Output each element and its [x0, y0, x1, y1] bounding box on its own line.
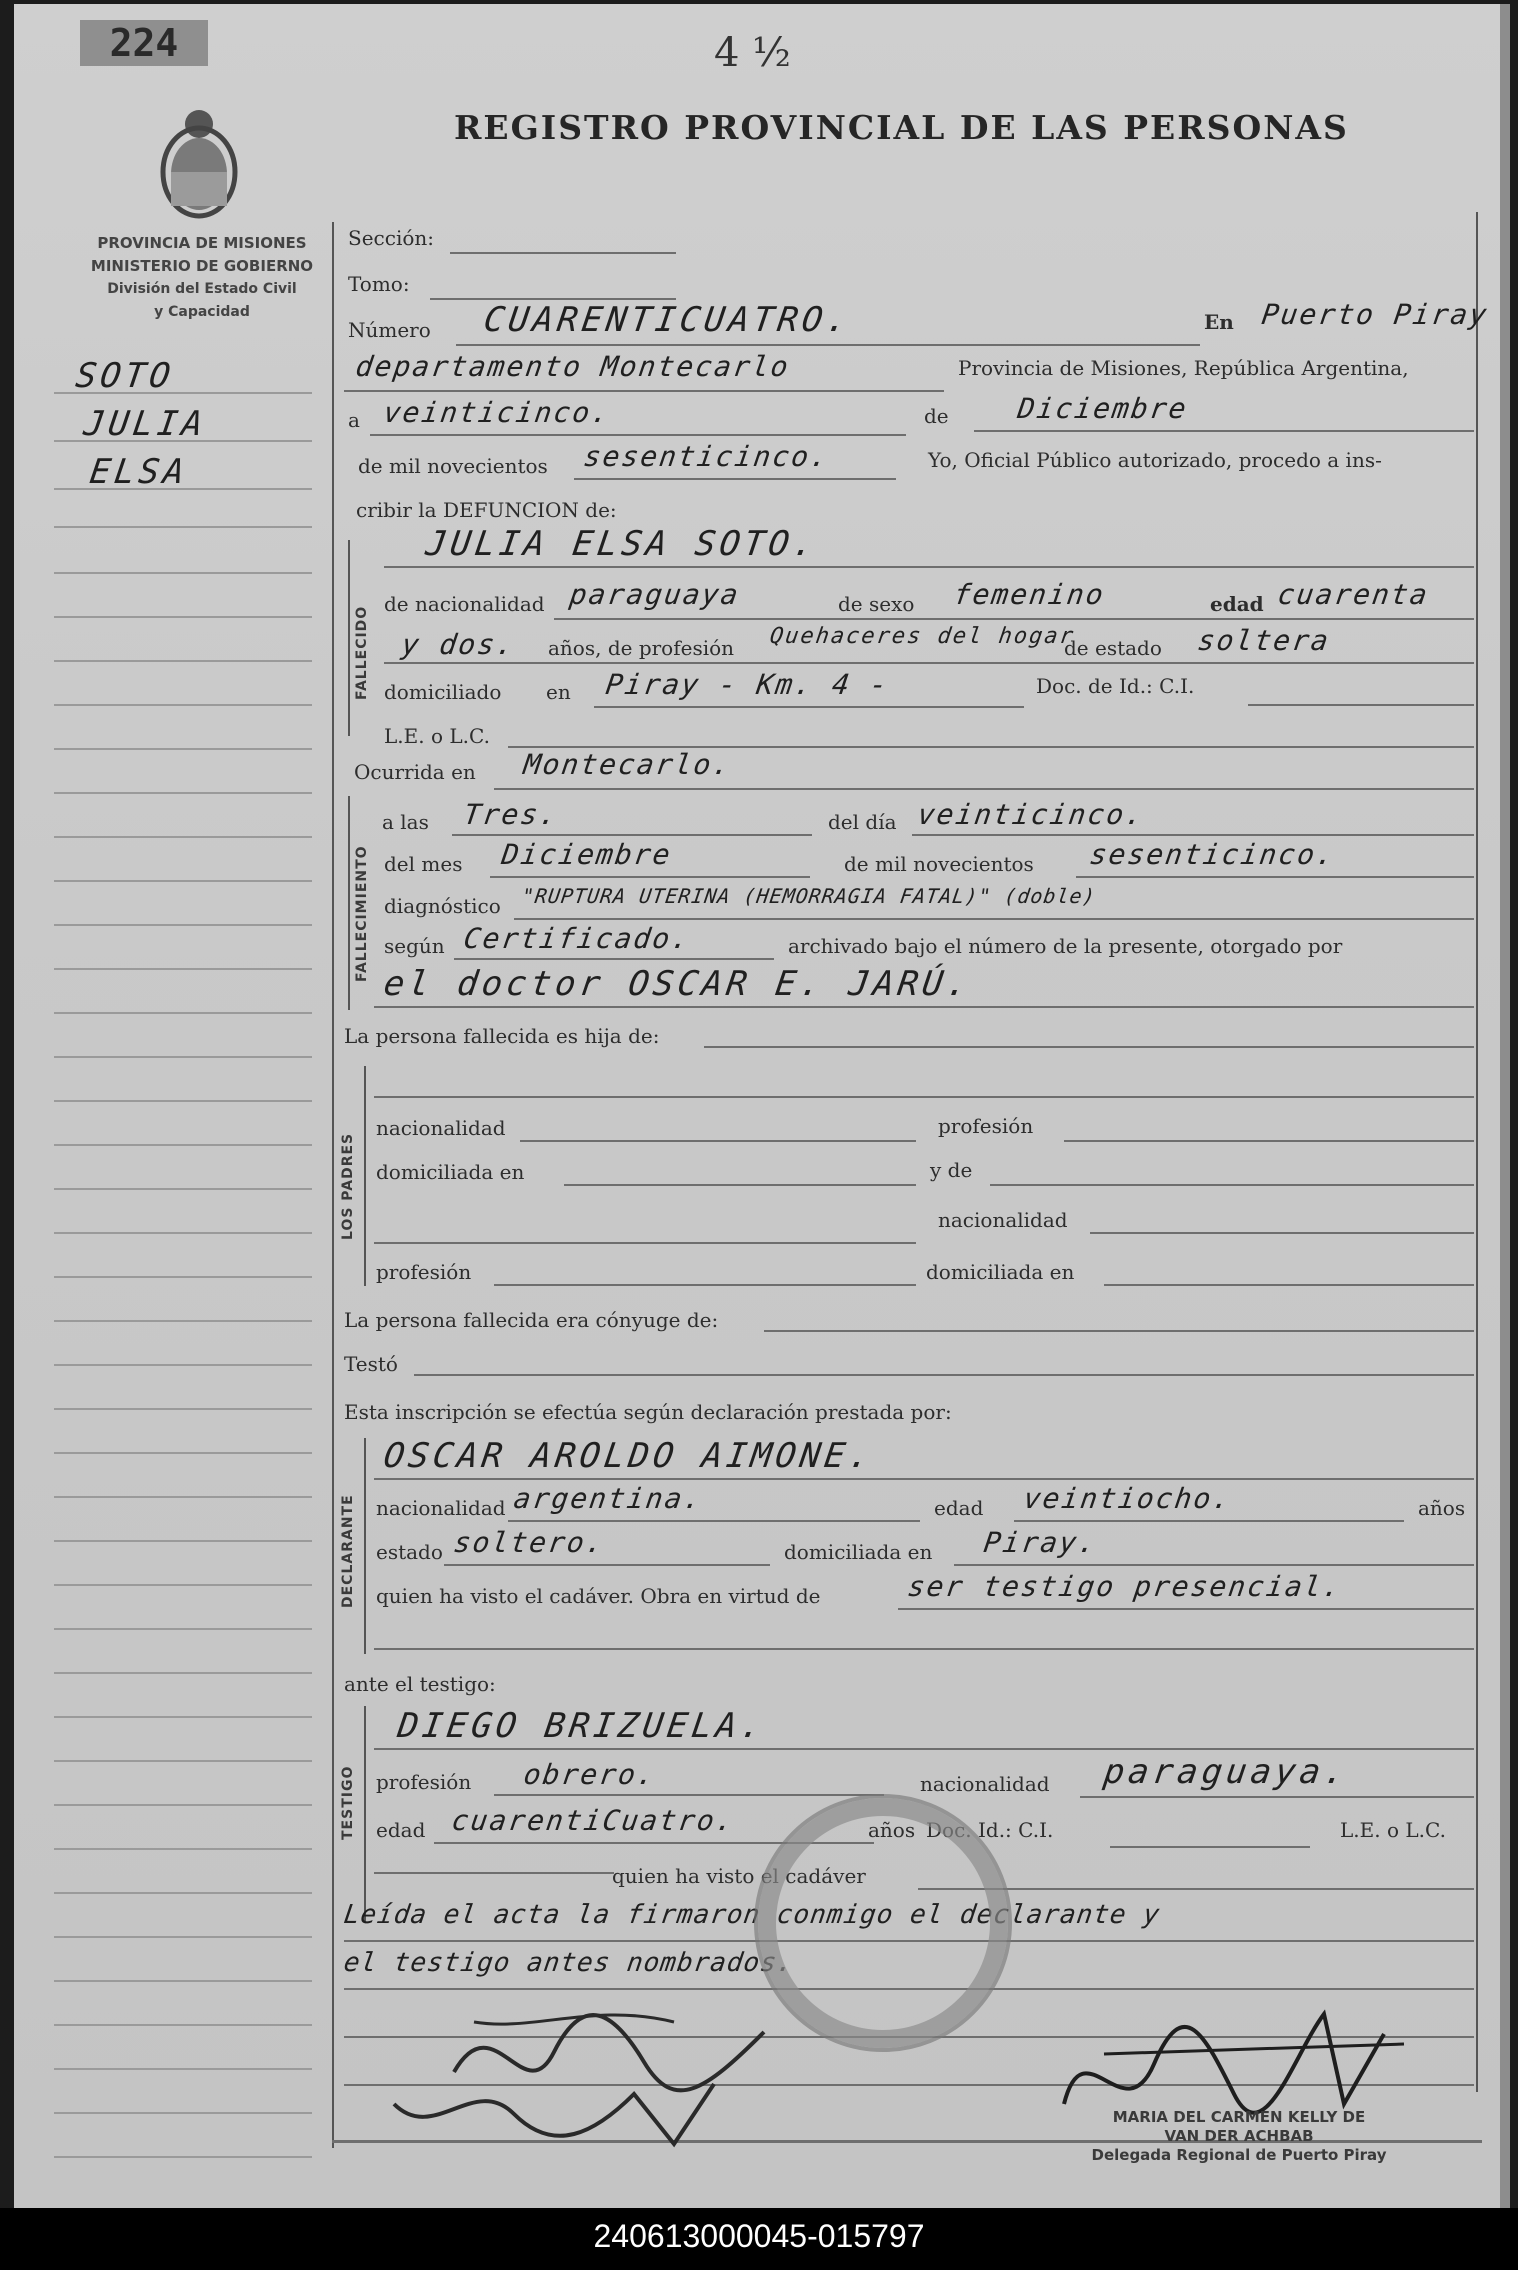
office-line: PROVINCIA DE MISIONES	[97, 234, 307, 252]
office-line: División del Estado Civil	[107, 281, 297, 297]
a-label: a	[348, 408, 360, 432]
del-mes-label: del mes	[384, 852, 463, 876]
page-title: REGISTRO PROVINCIAL DE LAS PERSONAS	[454, 108, 1349, 147]
ante-testigo-label: ante el testigo:	[344, 1672, 496, 1696]
en-label: En	[1204, 310, 1234, 334]
decl-domicilio-value: Piray.	[981, 1526, 1100, 1559]
nombre-value: JULIA ELSA SOTO.	[423, 524, 821, 564]
edad2-value: y dos.	[399, 628, 518, 661]
doc-id-label: Doc. de Id.: C.I.	[1036, 674, 1195, 698]
padre-domiciliada-label: domiciliada en	[376, 1160, 525, 1184]
domiciliado-label: domiciliado	[384, 680, 502, 704]
inscribir-label: cribir la DEFUNCION de:	[356, 498, 617, 522]
domicilio-value: Piray - Km. 4 -	[603, 668, 892, 701]
decl-estado-label: estado	[376, 1540, 443, 1564]
decl-domiciliada-label: domiciliada en	[784, 1540, 933, 1564]
conyuge-label: La persona fallecida era cónyuge de:	[344, 1308, 719, 1332]
official-title-line: Delegada Regional de Puerto Piray	[1091, 2146, 1387, 2164]
edad-label: edad	[1210, 592, 1264, 616]
padres-side-label: LOS PADRES	[340, 1132, 356, 1240]
estado-label: de estado	[1064, 636, 1162, 660]
padre-profesion-label: profesión	[938, 1114, 1034, 1138]
tomo-label: Tomo:	[348, 272, 410, 296]
diagnostico-value: "RUPTURA UTERINA (HEMORRAGIA FATAL)" (doble)	[520, 884, 1098, 908]
hija-de-label: La persona fallecida es hija de:	[344, 1024, 660, 1048]
del-dia-label: del día	[828, 810, 897, 834]
testigo-side-label: TESTIGO	[340, 1765, 356, 1840]
margin-first-name: JULIA	[81, 404, 210, 444]
le-lc-label: L.E. o L.C.	[384, 724, 490, 748]
nacionalidad-value: paraguaya	[567, 578, 743, 611]
decl-estado-value: soltero.	[451, 1526, 608, 1559]
margin-surname: SOTO	[73, 356, 177, 396]
folio-stamp: 224	[80, 20, 208, 66]
departamento-value: departamento Montecarlo	[353, 350, 793, 383]
official-name-line: VAN DER ACHBAB	[1164, 2127, 1314, 2145]
mes-value: Diciembre	[1015, 392, 1191, 425]
segun-value: Certificado.	[461, 922, 693, 955]
y-de-label: y de	[930, 1158, 973, 1182]
sexo-value: femenino	[951, 578, 1108, 611]
diagnostico-label: diagnóstico	[384, 894, 501, 918]
office-line: y Capacidad	[154, 304, 250, 320]
dia-fallec-value: veinticinco.	[915, 798, 1147, 831]
de-mil2-label: de mil novecientos	[844, 852, 1034, 876]
test-le-lc-label: L.E. o L.C.	[1340, 1818, 1446, 1842]
de-mil-label: de mil novecientos	[358, 454, 548, 478]
closing-line-1: Leída el acta la firmaron conmigo el declarante y	[341, 1900, 1163, 1930]
nacionalidad-label: de nacionalidad	[384, 592, 545, 616]
provincia-label: Provincia de Misiones, República Argentina,	[958, 356, 1409, 380]
test-edad-label: edad	[376, 1818, 426, 1842]
decl-nacionalidad-value: argentina.	[511, 1482, 705, 1515]
issuing-office	[64, 232, 340, 324]
test-doc-id-label: Doc. Id.: C.I.	[926, 1818, 1054, 1842]
profesion-value: Quehaceres del hogar	[768, 624, 1077, 649]
madre-profesion-label: profesión	[376, 1260, 472, 1284]
margin-middle-name: ELSA	[87, 452, 191, 492]
seccion-label: Sección:	[348, 226, 434, 250]
document-page	[14, 4, 1510, 2208]
medico-value: el doctor OSCAR E. JARÚ.	[381, 964, 975, 1004]
edad-value: cuarenta	[1275, 578, 1432, 611]
closing-line-2: el testigo antes nombrados.	[341, 1948, 796, 1978]
testo-label: Testó	[344, 1352, 398, 1376]
anio-value: sesenticinco.	[581, 440, 832, 473]
test-profesion-label: profesión	[376, 1770, 472, 1794]
testigo-value: DIEGO BRIZUELA.	[395, 1706, 768, 1746]
profesion-label: años, de profesión	[548, 636, 735, 660]
fallecido-side-label: FALLECIDO	[354, 605, 370, 700]
lugar-value: Puerto Piray	[1259, 298, 1491, 331]
test-nacionalidad-label: nacionalidad	[920, 1772, 1050, 1796]
image-id: 240613000045-015797	[593, 2218, 925, 2254]
decl-edad-value: veintiocho.	[1021, 1482, 1234, 1515]
test-anos-label: años	[868, 1818, 916, 1842]
segun-label: según	[384, 934, 445, 958]
yo-oficial-label: Yo, Oficial Público autorizado, procedo a ins-	[928, 448, 1382, 472]
ocurrida-value: Montecarlo.	[521, 748, 734, 781]
madre-nacionalidad-label: nacionalidad	[938, 1208, 1068, 1232]
witness-signature	[374, 2064, 754, 2154]
decl-nacionalidad-label: nacionalidad	[376, 1496, 506, 1520]
page-number: 4 ½	[714, 30, 791, 76]
fallecimiento-side-label: FALLECIMIENTO	[354, 845, 370, 982]
numero-value: CUARENTICUATRO.	[481, 300, 854, 340]
official-name-stamp	[1044, 2108, 1434, 2165]
numero-label: Número	[348, 318, 431, 342]
dia-value: veinticinco.	[381, 396, 613, 429]
sexo-label: de sexo	[838, 592, 915, 616]
anio-fallec-value: sesenticinco.	[1087, 838, 1338, 871]
de-label: de	[924, 404, 949, 428]
official-name-line: MARIA DEL CARMEN KELLY DE	[1112, 2108, 1366, 2126]
madre-domiciliada-label: domiciliada en	[926, 1260, 1075, 1284]
archivado-label: archivado bajo el número de la presente, otorgado por	[788, 934, 1343, 958]
decl-anos-label: años	[1418, 1496, 1466, 1520]
image-id-bar	[0, 2208, 1518, 2270]
hora-value: Tres.	[461, 798, 561, 831]
test-nacionalidad-value: paraguaya.	[1101, 1752, 1352, 1792]
declarante-value: OSCAR AROLDO AIMONE.	[381, 1436, 877, 1476]
test-profesion-value: obrero.	[521, 1758, 659, 1791]
padre-nacionalidad-label: nacionalidad	[376, 1116, 506, 1140]
inscripcion-label: Esta inscripción se efectúa según declaración prestada por:	[344, 1400, 952, 1424]
decl-virtud-value: ser testigo presencial.	[905, 1570, 1345, 1603]
office-line: MINISTERIO DE GOBIERNO	[90, 257, 314, 275]
test-edad-value: cuarentiCuatro.	[449, 1804, 738, 1837]
ocurrida-label: Ocurrida en	[354, 760, 476, 784]
decl-edad-label: edad	[934, 1496, 984, 1520]
estado-value: soltera	[1195, 624, 1333, 657]
declarante-side-label: DECLARANTE	[340, 1494, 356, 1608]
coat-of-arms-icon	[154, 102, 244, 220]
quien-visto2-label: quien ha visto el cadáver	[612, 1864, 866, 1888]
quien-visto-label: quien ha visto el cadáver. Obra en virtud de	[376, 1584, 821, 1608]
mes-fallec-value: Diciembre	[499, 838, 675, 871]
a-las-label: a las	[382, 810, 429, 834]
domiciliado-en-label: en	[546, 680, 571, 704]
